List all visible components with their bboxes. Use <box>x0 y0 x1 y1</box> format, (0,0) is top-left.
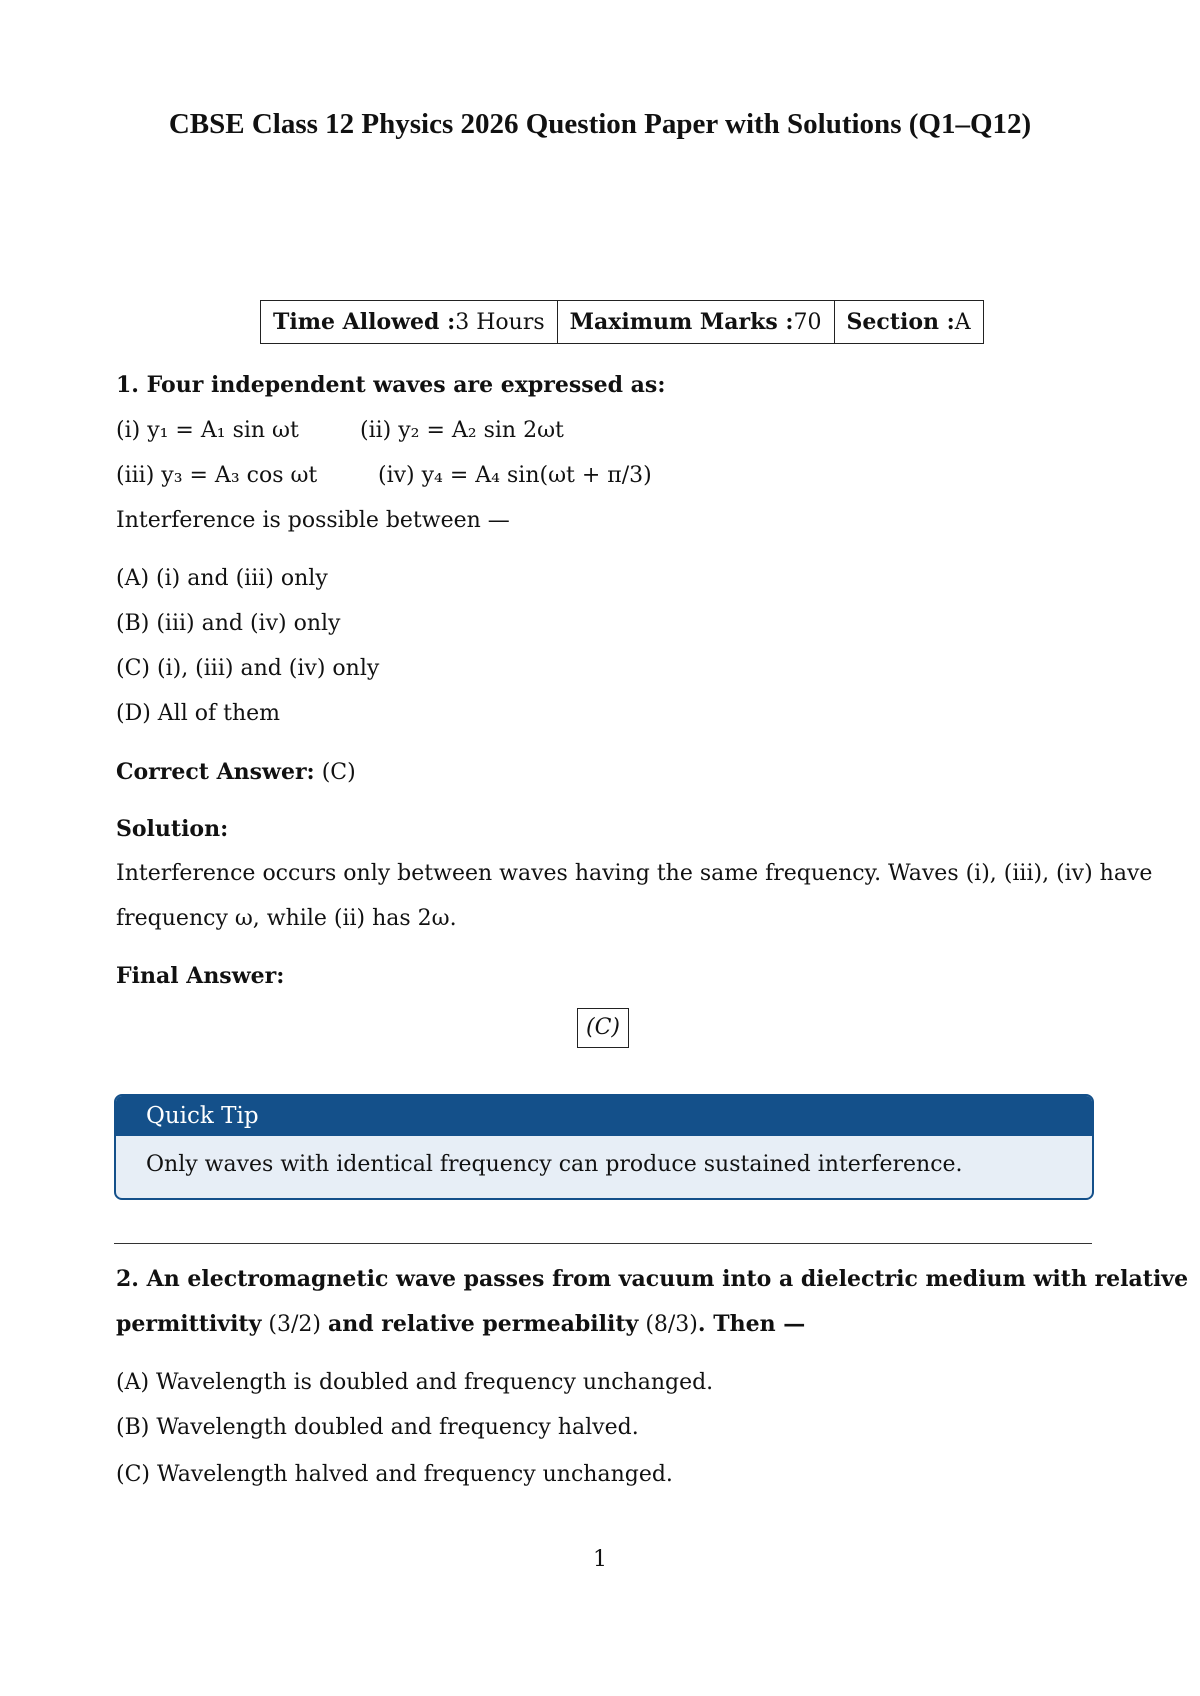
section-divider <box>114 1243 1092 1244</box>
q2-option-b: (B) Wavelength doubled and frequency halved. <box>116 1415 639 1440</box>
time-allowed-cell: Time Allowed :3 Hours <box>261 301 558 344</box>
q2-option-c: (C) Wavelength halved and frequency unchanged. <box>116 1462 673 1487</box>
quick-tip-heading: Quick Tip <box>116 1096 1092 1136</box>
q1-correct-answer <box>116 759 356 785</box>
q1-final-answer-label: Final Answer: <box>116 963 285 989</box>
quick-tip-box <box>114 1094 1094 1200</box>
exam-info-table <box>260 300 984 344</box>
q1-option-b: (B) (iii) and (iv) only <box>116 611 341 636</box>
quick-tip-text: Only waves with identical frequency can produce sustained interference. <box>146 1152 963 1177</box>
q1-option-a: (A) (i) and (iii) only <box>116 566 328 591</box>
q1-wave-iii: (iii) y₃ = A₃ cos ωt <box>116 463 318 488</box>
q1-wave-iv: (iv) y₄ = A₄ sin(ωt + π/3) <box>378 463 652 488</box>
correct-answer-label: Correct Answer: <box>116 759 315 785</box>
page-number: 1 <box>593 1547 607 1572</box>
q1-solution-line-2: frequency ω, while (ii) has 2ω. <box>116 906 457 931</box>
q2-heading-line-1: 2. An electromagnetic wave passes from vacuum into a dielectric medium with relative <box>116 1266 1189 1292</box>
q1-final-answer-box: (C) <box>577 1008 629 1048</box>
q2-option-a: (A) Wavelength is doubled and frequency unchanged. <box>116 1370 714 1395</box>
q1-solution-label: Solution: <box>116 816 229 842</box>
maximum-marks-cell: Maximum Marks :70 <box>557 301 834 344</box>
q2-heading-line-2: permittivity (3/2) and relative permeability (8/3). Then — <box>116 1311 806 1337</box>
q1-solution-line-1: Interference occurs only between waves having the same frequency. Waves (i), (iii), (iv) have <box>116 861 1153 886</box>
q1-option-d: (D) All of them <box>116 701 281 726</box>
page-title: CBSE Class 12 Physics 2026 Question Paper with Solutions (Q1–Q12) <box>168 108 1032 140</box>
q1-wave-ii: (ii) y₂ = A₂ sin 2ωt <box>360 418 564 443</box>
q1-wave-i: (i) y₁ = A₁ sin ωt <box>116 418 299 443</box>
q1-option-c: (C) (i), (iii) and (iv) only <box>116 656 380 681</box>
section-cell: Section :A <box>834 301 983 344</box>
q1-prompt: Interference is possible between — <box>116 508 510 533</box>
q1-heading: 1. Four independent waves are expressed as: <box>116 372 666 398</box>
correct-answer-value: (C) <box>321 760 356 785</box>
